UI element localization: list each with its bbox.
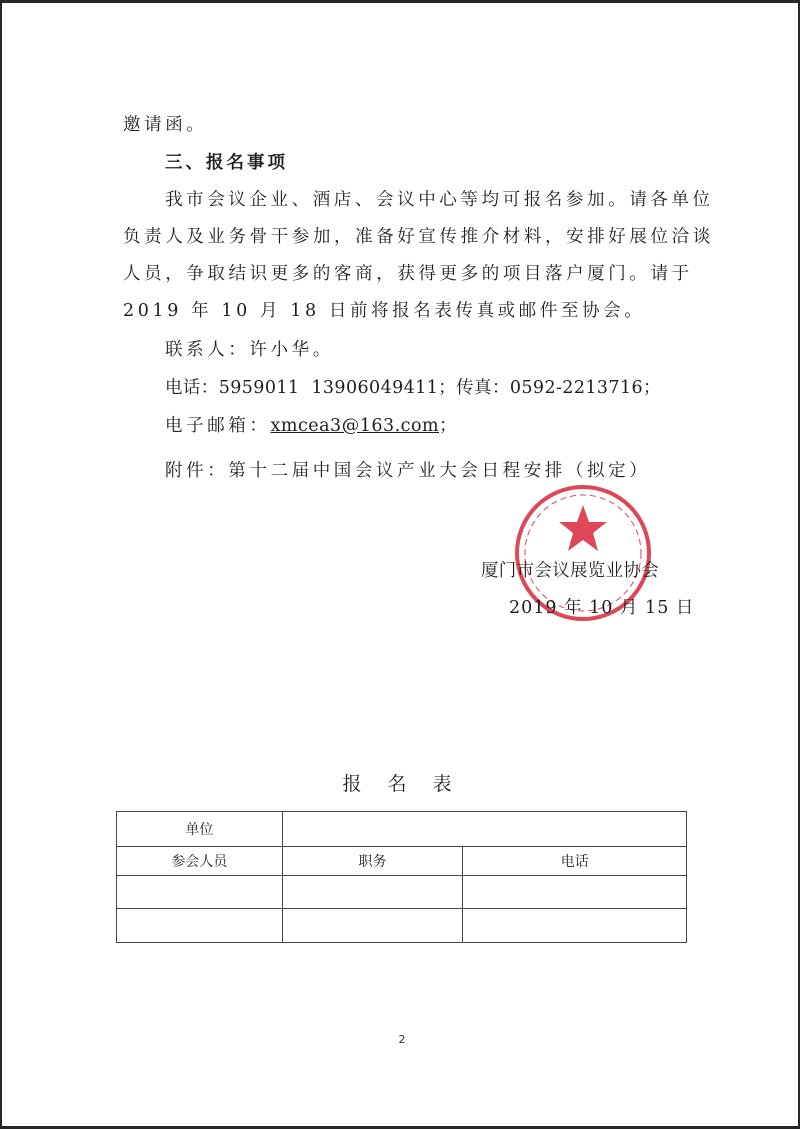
email-label: 电子邮箱：	[165, 416, 271, 436]
attendee-cell[interactable]	[117, 909, 283, 943]
unit-row	[117, 812, 687, 847]
star-icon	[559, 505, 607, 551]
position-cell[interactable]	[282, 876, 463, 909]
signature-date: 2019 年 10 月 15 日	[509, 598, 695, 618]
header-position: 职务	[282, 847, 463, 876]
page-number: 2	[398, 1033, 406, 1046]
email-line	[165, 415, 735, 437]
paragraph-line: 人员，争取结识更多的客商，获得更多的项目落户厦门。请于	[123, 264, 693, 284]
header-phone: 电话	[463, 847, 687, 876]
phone-cell[interactable]	[463, 909, 687, 943]
header-attendee: 参会人员	[117, 847, 283, 876]
form-title: 报 名 表	[342, 773, 462, 795]
registration-form-table	[116, 811, 687, 943]
unit-label: 单位	[117, 812, 283, 847]
section-heading: 三、报名事项	[165, 153, 288, 173]
paragraph-line: 负责人及业务骨干参加，准备好宣传推介材料，安排好展位洽谈	[123, 227, 714, 247]
signature-organization: 厦门市会议展览业协会	[481, 561, 659, 581]
table-row	[117, 876, 687, 909]
paragraph-line: 2019 年 10 月 18 日前将报名表传真或邮件至协会。	[123, 301, 646, 321]
phone-cell[interactable]	[463, 876, 687, 909]
unit-input-cell[interactable]	[282, 812, 686, 847]
email-link[interactable]: xmcea3@163.com	[270, 416, 440, 436]
header-row	[117, 847, 687, 876]
phone-fax-line: 电话：5959011 13906049411；传真：0592-2213716；	[165, 378, 661, 398]
email-suffix: ；	[439, 416, 461, 436]
attachment-line: 附件：第十二届中国会议产业大会日程安排（拟定）	[165, 461, 651, 481]
paragraph-line: 我市会议企业、酒店、会议中心等均可报名参加。请各单位	[165, 190, 714, 210]
contact-person: 联系人：许小华。	[165, 340, 334, 360]
table-row	[117, 909, 687, 943]
position-cell[interactable]	[282, 909, 463, 943]
paragraph-continuation: 邀请函。	[123, 115, 208, 135]
attendee-cell[interactable]	[117, 876, 283, 909]
